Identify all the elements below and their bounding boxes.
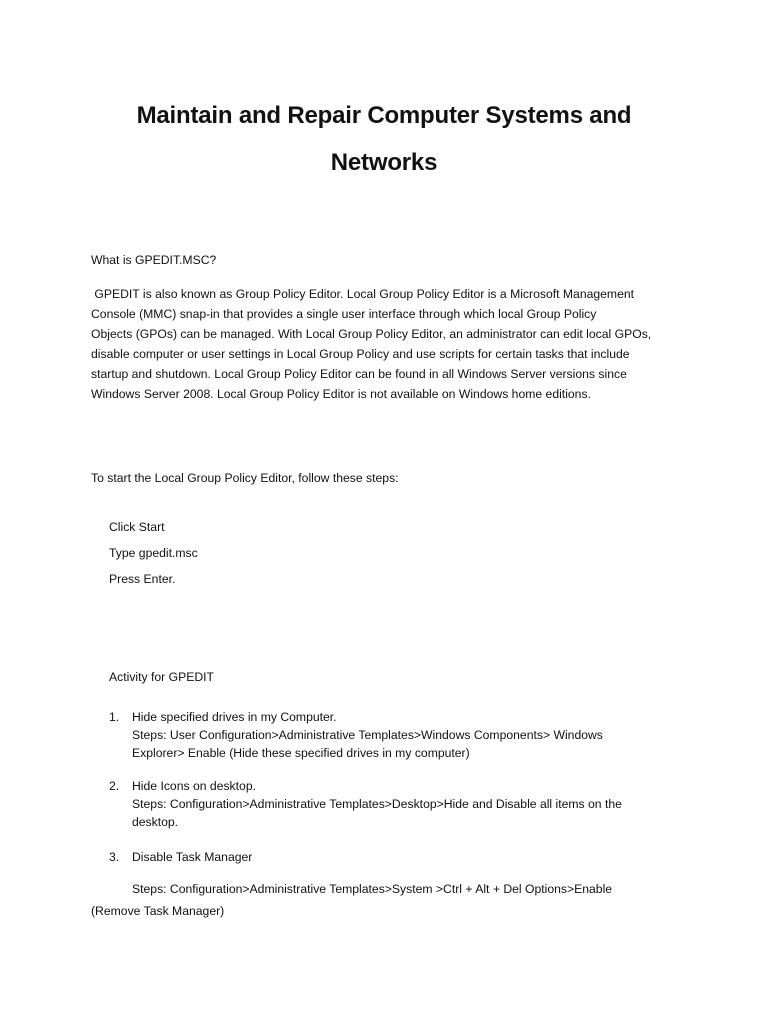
question-heading: What is GPEDIT.MSC? [91, 253, 217, 267]
activity-steps: Steps: User Configuration>Administrative Templates>Windows Components> Windows [132, 728, 603, 742]
paragraph-line: startup and shutdown. Local Group Policy Editor can be found in all Windows Server versions since [91, 367, 627, 381]
activity-steps: Steps: Configuration>Administrative Templates>System >Ctrl + Alt + Del Options>Enable [132, 882, 613, 896]
steps-intro: To start the Local Group Policy Editor, follow these steps: [91, 471, 399, 485]
step-item: Type gpedit.msc [109, 546, 198, 560]
activity-number: 3. [109, 850, 120, 864]
step-item: Click Start [109, 520, 165, 534]
paragraph-line: Objects (GPOs) can be managed. With Local Group Policy Editor, an administrator can edit local GPOs, [91, 327, 652, 341]
document-title [80, 92, 688, 186]
document-title-line-1: Maintain and Repair Computer Systems and [136, 102, 632, 129]
document-title-line-2: Networks [330, 149, 438, 176]
activity-title: Hide specified drives in my Computer. [132, 710, 337, 724]
intro-paragraph [91, 284, 681, 404]
paragraph-line: disable computer or user settings in Local Group Policy and use scripts for certain tasks that include [91, 347, 630, 361]
paragraph-line: Console (MMC) snap-in that provides a single user interface through which local Group Policy [91, 307, 597, 321]
activity-number: 2. [109, 779, 120, 793]
activity-heading: Activity for GPEDIT [109, 670, 214, 684]
paragraph-line: Windows Server 2008. Local Group Policy Editor is not available on Windows home editions. [91, 387, 591, 401]
activity-title: Disable Task Manager [132, 850, 253, 864]
paragraph-line: GPEDIT is also known as Group Policy Editor. Local Group Policy Editor is a Microsoft Management [91, 287, 635, 301]
activity-number: 1. [109, 710, 120, 724]
activity-title: Hide Icons on desktop. [132, 779, 256, 793]
activity-steps-continued: desktop. [132, 815, 179, 829]
activity-steps: Steps: Configuration>Administrative Templates>Desktop>Hide and Disable all items on the [132, 797, 622, 811]
activity-steps-continued: Explorer> Enable (Hide these specified drives in my computer) [132, 746, 470, 760]
activity-steps-continued: (Remove Task Manager) [91, 904, 225, 918]
step-item: Press Enter. [109, 572, 176, 586]
